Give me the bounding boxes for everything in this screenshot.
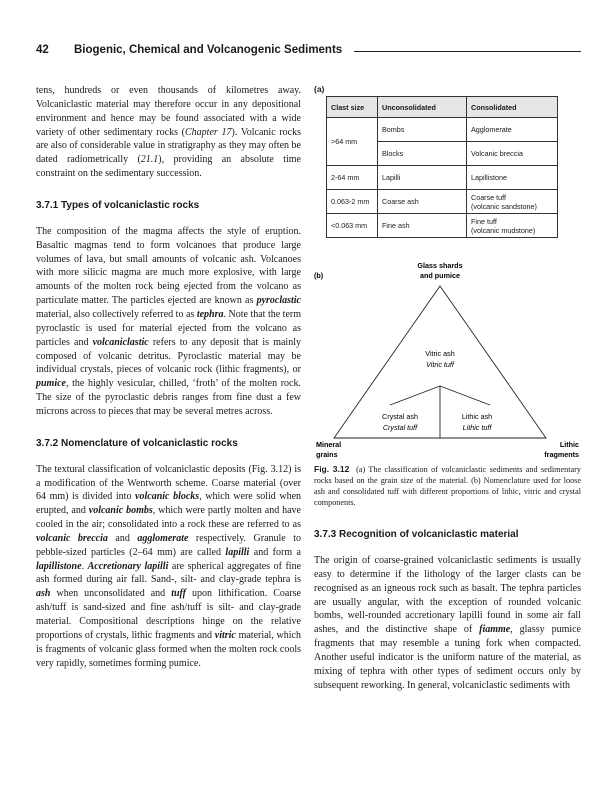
section-3-7-3 bbox=[314, 528, 581, 692]
text-run: . bbox=[81, 560, 88, 572]
table-cell: Volcanic breccia bbox=[467, 142, 558, 166]
running-title: Biogenic, Chemical and Volcanogenic Sediments bbox=[74, 44, 343, 56]
apex-label-lithic-line1: Lithic bbox=[559, 440, 579, 449]
figure-caption bbox=[314, 464, 581, 508]
field-label-crystal-tuff: Crystal tuff bbox=[382, 423, 418, 432]
clast-size-table bbox=[326, 96, 558, 238]
text-run: are spherical aggregates of fine ash formed during air fall. Sand-, silt- and clay-grade tephra is bbox=[36, 560, 302, 586]
apex-label-glass-line1: Glass shards bbox=[417, 261, 463, 270]
table-cell-line: Coarse tuff bbox=[471, 192, 507, 202]
section-heading-3-7-3: 3.7.3 Recognition of volcaniclastic material bbox=[314, 529, 519, 540]
defined-term: pyroclastic bbox=[256, 295, 301, 307]
field-label-lithic-ash: Lithic ash bbox=[461, 412, 493, 421]
field-label-lithic-tuff: Lithic tuff bbox=[462, 423, 492, 432]
text-run: and form a bbox=[249, 546, 301, 558]
figure-panel-a-label: (a) bbox=[314, 84, 325, 94]
field-label-crystal-ash: Crystal ash bbox=[382, 412, 418, 421]
text-run: ), providing an absolute time constraint on the sedimentary succession. bbox=[36, 154, 301, 180]
text-run: refers to any deposit that is mainly composed of volcanic detritus. Pyroclastic material may be individual crystals, pieces of volcanic rock (lithic fragments), or bbox=[36, 336, 301, 376]
tuff-triangle-diagram bbox=[314, 260, 581, 460]
defined-term: agglomerate bbox=[137, 532, 189, 544]
table-header-unconsolidated: Unconsolidated bbox=[378, 97, 467, 118]
apex-label-mineral-line2: grains bbox=[316, 450, 338, 459]
table-cell: Blocks bbox=[378, 142, 467, 166]
cross-reference: Chapter 17 bbox=[185, 126, 232, 138]
figure-caption-label: Fig. 3.12 bbox=[314, 464, 350, 474]
paragraph-1 bbox=[36, 84, 301, 181]
defined-term: volcanic blocks bbox=[135, 491, 200, 503]
apex-label-lithic-line2: fragments bbox=[544, 450, 579, 459]
defined-term: vitric bbox=[214, 629, 236, 641]
text-run: . Note that the term pyroclastic is used for material ejected from the volcano as particles and bbox=[36, 308, 301, 348]
table-cell: Lapillistone bbox=[467, 166, 558, 190]
table-cell: Coarse ash bbox=[378, 190, 467, 214]
table-header-clast-size: Clast size bbox=[327, 97, 378, 118]
table-cell: Bombs bbox=[378, 118, 467, 142]
table-cell: <0.063 mm bbox=[327, 214, 378, 238]
table-cell: 0.063-2 mm bbox=[327, 190, 378, 214]
figure-3-12 bbox=[314, 84, 581, 524]
table-row bbox=[327, 214, 558, 238]
left-column bbox=[36, 84, 301, 670]
text-run: The textural classification of volcaniclastic deposits (Fig. 3.12) is a modification of the Wentworth scheme. Coarse material (over 64 mm) is divided into bbox=[36, 463, 301, 503]
text-run: The origin of coarse-grained volcaniclastic sediments is usually easy to determine if the lithology of the larger clasts can be recognised as an igneous rock such as basalt. The tephra particles are usually angular, with the exception of rounded volcanic bombs, well-rounded accretionary lapilli found in some air fall ashes, and the distinctive shape of bbox=[314, 555, 581, 636]
defined-term: fiamme bbox=[479, 624, 511, 636]
defined-term: volcanic breccia bbox=[36, 532, 108, 544]
text-run: and bbox=[107, 532, 138, 544]
table-cell-line: Fine tuff bbox=[471, 216, 497, 226]
table-row bbox=[327, 166, 558, 190]
figure-panel-b-label: (b) bbox=[314, 271, 324, 280]
paragraph-4 bbox=[314, 554, 581, 692]
table-header-consolidated: Consolidated bbox=[467, 97, 558, 118]
field-label-vitric-ash: Vitric ash bbox=[425, 349, 455, 358]
defined-term: pumice bbox=[36, 378, 66, 390]
defined-term: tuff bbox=[171, 588, 187, 600]
table-cell: 2-64 mm bbox=[327, 166, 378, 190]
defined-term: tephra bbox=[196, 308, 224, 320]
field-boundary-right bbox=[440, 386, 490, 405]
paragraph-3 bbox=[36, 463, 301, 671]
table-cell: Lapilli bbox=[378, 166, 467, 190]
table-cell-line: (volcanic sandstone) bbox=[471, 201, 537, 211]
page-number: 42 bbox=[36, 44, 49, 56]
text-run: respectively. Granule to pebble-sized particles (2–64 mm) are called bbox=[36, 532, 301, 558]
apex-label-mineral-line1: Mineral bbox=[316, 440, 342, 449]
text-run: , glassy pumice fragments that may resemble a tuning fork when compacted. Another useful indicator is the uniform nature of the material, as mixing of tephra with other types of sediment occurs only by subsequent reworking. In general, volcaniclastic sediments with bbox=[314, 624, 581, 691]
table-cell bbox=[467, 190, 558, 214]
section-heading-3-7-2: 3.7.2 Nomenclature of volcaniclastic rocks bbox=[36, 437, 238, 449]
text-run: , which were partly molten and have cooled in the air; consolidated into a rock these are referred to as bbox=[36, 505, 301, 531]
table-cell: Fine ash bbox=[378, 214, 467, 238]
text-run: The composition of the magma affects the style of eruption. Basaltic magmas tend to form volcanoes that produce large volumes of lava, but small amounts of volcanic ash. Volcanoes with more silicic magma are much more explosive, with large amounts of the molten rock being ejected from the volcano as particulate matter. The particles ejected are known as bbox=[36, 225, 301, 307]
defined-term: volcaniclastic bbox=[92, 336, 149, 348]
apex-label-glass-line2: and pumice bbox=[420, 271, 460, 280]
table-row bbox=[327, 118, 558, 142]
paragraph-2 bbox=[36, 225, 301, 419]
defined-term: lapillistone bbox=[36, 560, 82, 572]
field-boundary-left bbox=[390, 386, 440, 405]
cross-reference: 21.1 bbox=[140, 154, 159, 166]
section-heading-3-7-1: 3.7.1 Types of volcaniclastic rocks bbox=[36, 199, 200, 211]
text-run: material, which is fragments of volcanic glass formed when the molten rock cools very rapidly, sometimes forming pumice. bbox=[36, 629, 301, 669]
field-label-vitric-tuff: Vitric tuff bbox=[426, 360, 454, 369]
table-cell bbox=[467, 214, 558, 238]
table-cell: Agglomerate bbox=[467, 118, 558, 142]
figure-caption-text: (a) The classification of volcaniclastic sediments and sedimentary rocks based on the grain size of the material. (b) Nomenclature used for loose ash and consolidated tuff with different proportions of lithic, vitric and crystal components. bbox=[314, 465, 581, 507]
text-run: when unconsolidated and bbox=[50, 588, 172, 600]
defined-term: lapilli bbox=[225, 546, 250, 558]
header-rule bbox=[354, 51, 581, 52]
table-cell: >64 mm bbox=[327, 118, 378, 166]
running-header bbox=[36, 44, 581, 62]
text-run: tens, hundreds or even thousands of kilometres away. Volcaniclastic material may therefore occur in any depositional environment and hence may be found associated with a wide variety of other sedimentary rocks ( bbox=[36, 85, 301, 138]
defined-term: Accretionary lapilli bbox=[87, 560, 169, 572]
table-row bbox=[327, 190, 558, 214]
text-run: material, also collectively referred to as bbox=[36, 308, 197, 320]
table-cell-line: (volcanic mudstone) bbox=[471, 225, 536, 235]
text-run: upon lithification. Coarse ash/tuff is sand-sized and fine ash/tuff is silt- and clay-grade material. Compositional descriptions hinge on the relative proportions of crystals, lithic fragments and bbox=[36, 588, 301, 641]
table-header-row bbox=[327, 97, 558, 118]
defined-term: ash bbox=[36, 588, 51, 600]
defined-term: volcanic bombs bbox=[88, 505, 153, 517]
text-run: , the highly vesicular, chilled, ‘froth’ of the molten rock. The size of the pyroclastic debris ranges from fine dust a few microns across to pieces that may be several metres across. bbox=[36, 378, 301, 417]
text-run: , which were solid when erupted, and bbox=[36, 491, 302, 517]
text-run: ). Volcanic rocks are also of considerable value in stratigraphy as they may often be dated radiometrically ( bbox=[36, 126, 301, 166]
